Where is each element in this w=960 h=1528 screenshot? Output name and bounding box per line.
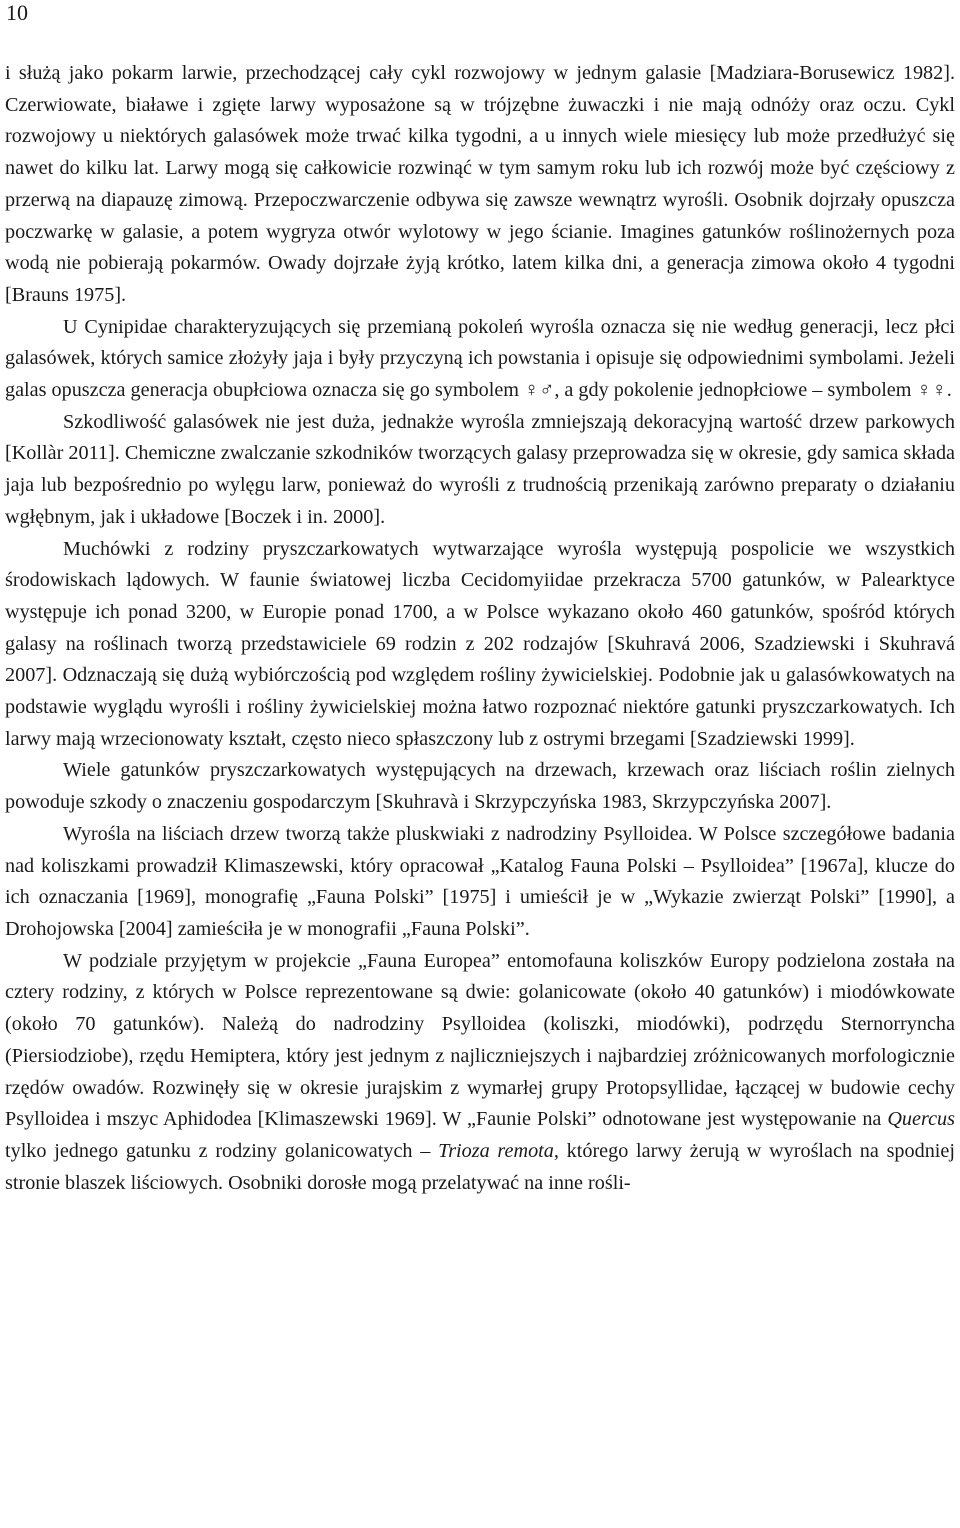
paragraph [5, 58, 955, 312]
paragraph-text: , którego larwy żerują w wyroślach na spodniej stronie blaszek liściowych. Osobniki dorosłe mogą przelatywać na inne rośli- [5, 1139, 955, 1194]
paragraph-text: Wyrośla na liściach drzew tworzą także pluskwiaki z nadrodziny Psylloidea. W Polsce szczegółowe badania nad koliszkami prowadził Klimaszewski, który opracował „Katalog Fauna Polski – Psylloidea” [1967a], klucze do ich oznaczania [1969], monografię „Fauna Polski” [1975] i umieścił je w „Wykazie zwierząt Polski” [1990], a Drohojowska [2004] zamieściła je w monografii „Fauna Polski”. [5, 822, 955, 940]
italic-text: Trioza remota [438, 1139, 554, 1162]
paragraph-text: Wiele gatunków pryszczarkowatych występujących na drzewach, krzewach oraz liściach roślin zielnych powoduje szkody o znaczeniu gospodarczym [Skuhravà i Skrzypczyńska 1983, Skrzypczyńska 2007]. [5, 759, 955, 814]
paragraph-text: tylko jednego gatunku z rodziny golanicowatych – [5, 1139, 439, 1162]
paragraph [5, 312, 955, 407]
document-body [5, 58, 955, 1199]
paragraph-text: Szkodliwość galasówek nie jest duża, jednakże wyrośla zmniejszają dekoracyjną wartość drzew parkowych [Kollàr 2011]. Chemiczne zwalczanie szkodników tworzących galasy przeprowadza się w okresie, gdy samica składa jaja lub bezpośrednio po wylęgu larw, ponieważ do wyrośli z trudnością przenikają zarówno preparaty o działaniu wgłębnym, jak i układowe [Boczek i in. 2000]. [5, 410, 955, 528]
paragraph-text: U Cynipidae charakteryzujących się przemianą pokoleń wyrośla oznacza się nie według generacji, lecz płci galasówek, których samice złożyły jaja i były przyczyną ich powstania i opisuje się odpowiednimi symbolami. Jeżeli galas opuszcza generacja obupłciowa oznacza się go symbolem ♀♂, a gdy pokolenie jednopłciowe – symbolem ♀♀. [5, 315, 955, 402]
paragraph [5, 755, 955, 818]
paragraph [5, 946, 955, 1200]
paragraph-text: W podziale przyjętym w projekcie „Fauna Europea” entomofauna koliszków Europy podzielona została na cztery rodziny, z których w Polsce reprezentowane są dwie: golanicowate (około 40 gatunków) i miodówkowate (około 70 gatunków). Należą do nadrodziny Psylloidea (koliszki, miodówki), podrzędu Sternorryncha (Piersiodziobe), rzędu Hemiptera, który jest jednym z najliczniejszych i najbardziej zróżnicowanych morfologicznie rzędów owadów. Rozwinęły się w okresie jurajskim z wymarłej grupy Protopsyllidae, łączącej w budowie cechy Psylloidea i mszyc Aphidodea [Klimaszewski 1969]. W „Faunie Polski” odnotowane jest występowanie na [5, 949, 955, 1131]
paragraph-text: Muchówki z rodziny pryszczarkowatych wytwarzające wyrośla występują pospolicie we wszystkich środowiskach lądowych. W faunie światowej liczba Cecidomyiidae przekracza 5700 gatunków, w Palearktyce występuje ich ponad 3200, w Europie ponad 1700, a w Polsce wykazano około 460 gatunków, spośród których galasy na roślinach tworzą przedstawiciele 69 rodzin z 202 rodzajów [Skuhravá 2006, Szadziewski i Skuhravá 2007]. Odznaczają się dużą wybiórczością pod względem rośliny żywicielskiej. Podobnie jak u galasówkowatych na podstawie wyglądu wyrośli i rośliny żywicielskiej można łatwo rozpoznać niektóre gatunki pryszczarkowatych. Ich larwy mają wrzecionowaty kształt, często nieco spłaszczony lub z ostrymi brzegami [Szadziewski 1999]. [5, 537, 955, 750]
paragraph [5, 407, 955, 534]
italic-text: Quercus [887, 1108, 955, 1131]
paragraph [5, 534, 955, 756]
paragraph [5, 819, 955, 946]
page-number: 10 [6, 0, 28, 25]
paragraph-text: i służą jako pokarm larwie, przechodzącej cały cykl rozwojowy w jednym galasie [Madziara-Borusewicz 1982]. Czerwiowate, białawe i zgięte larwy wyposażone są w trójzębne żuwaczki i nie mają odnóży oraz oczu. Cykl rozwojowy u niektórych galasówek może trwać kilka tygodni, a u innych wiele miesięcy lub może przedłużyć się nawet do kilku lat. Larwy mogą się całkowicie rozwinąć w tym samym roku lub ich rozwój może być częściowy z przerwą na diapauzę zimową. Przepoczwarczenie odbywa się zawsze wewnątrz wyrośli. Osobnik dojrzały opuszcza poczwarkę w galasie, a potem wygryza otwór wylotowy w jego ścianie. Imagines gatunków roślinożernych poza wodą nie pobierają pokarmów. Owady dojrzałe żyją krótko, latem kilka dni, a generacja zimowa około 4 tygodni [Brauns 1975]. [5, 62, 955, 306]
